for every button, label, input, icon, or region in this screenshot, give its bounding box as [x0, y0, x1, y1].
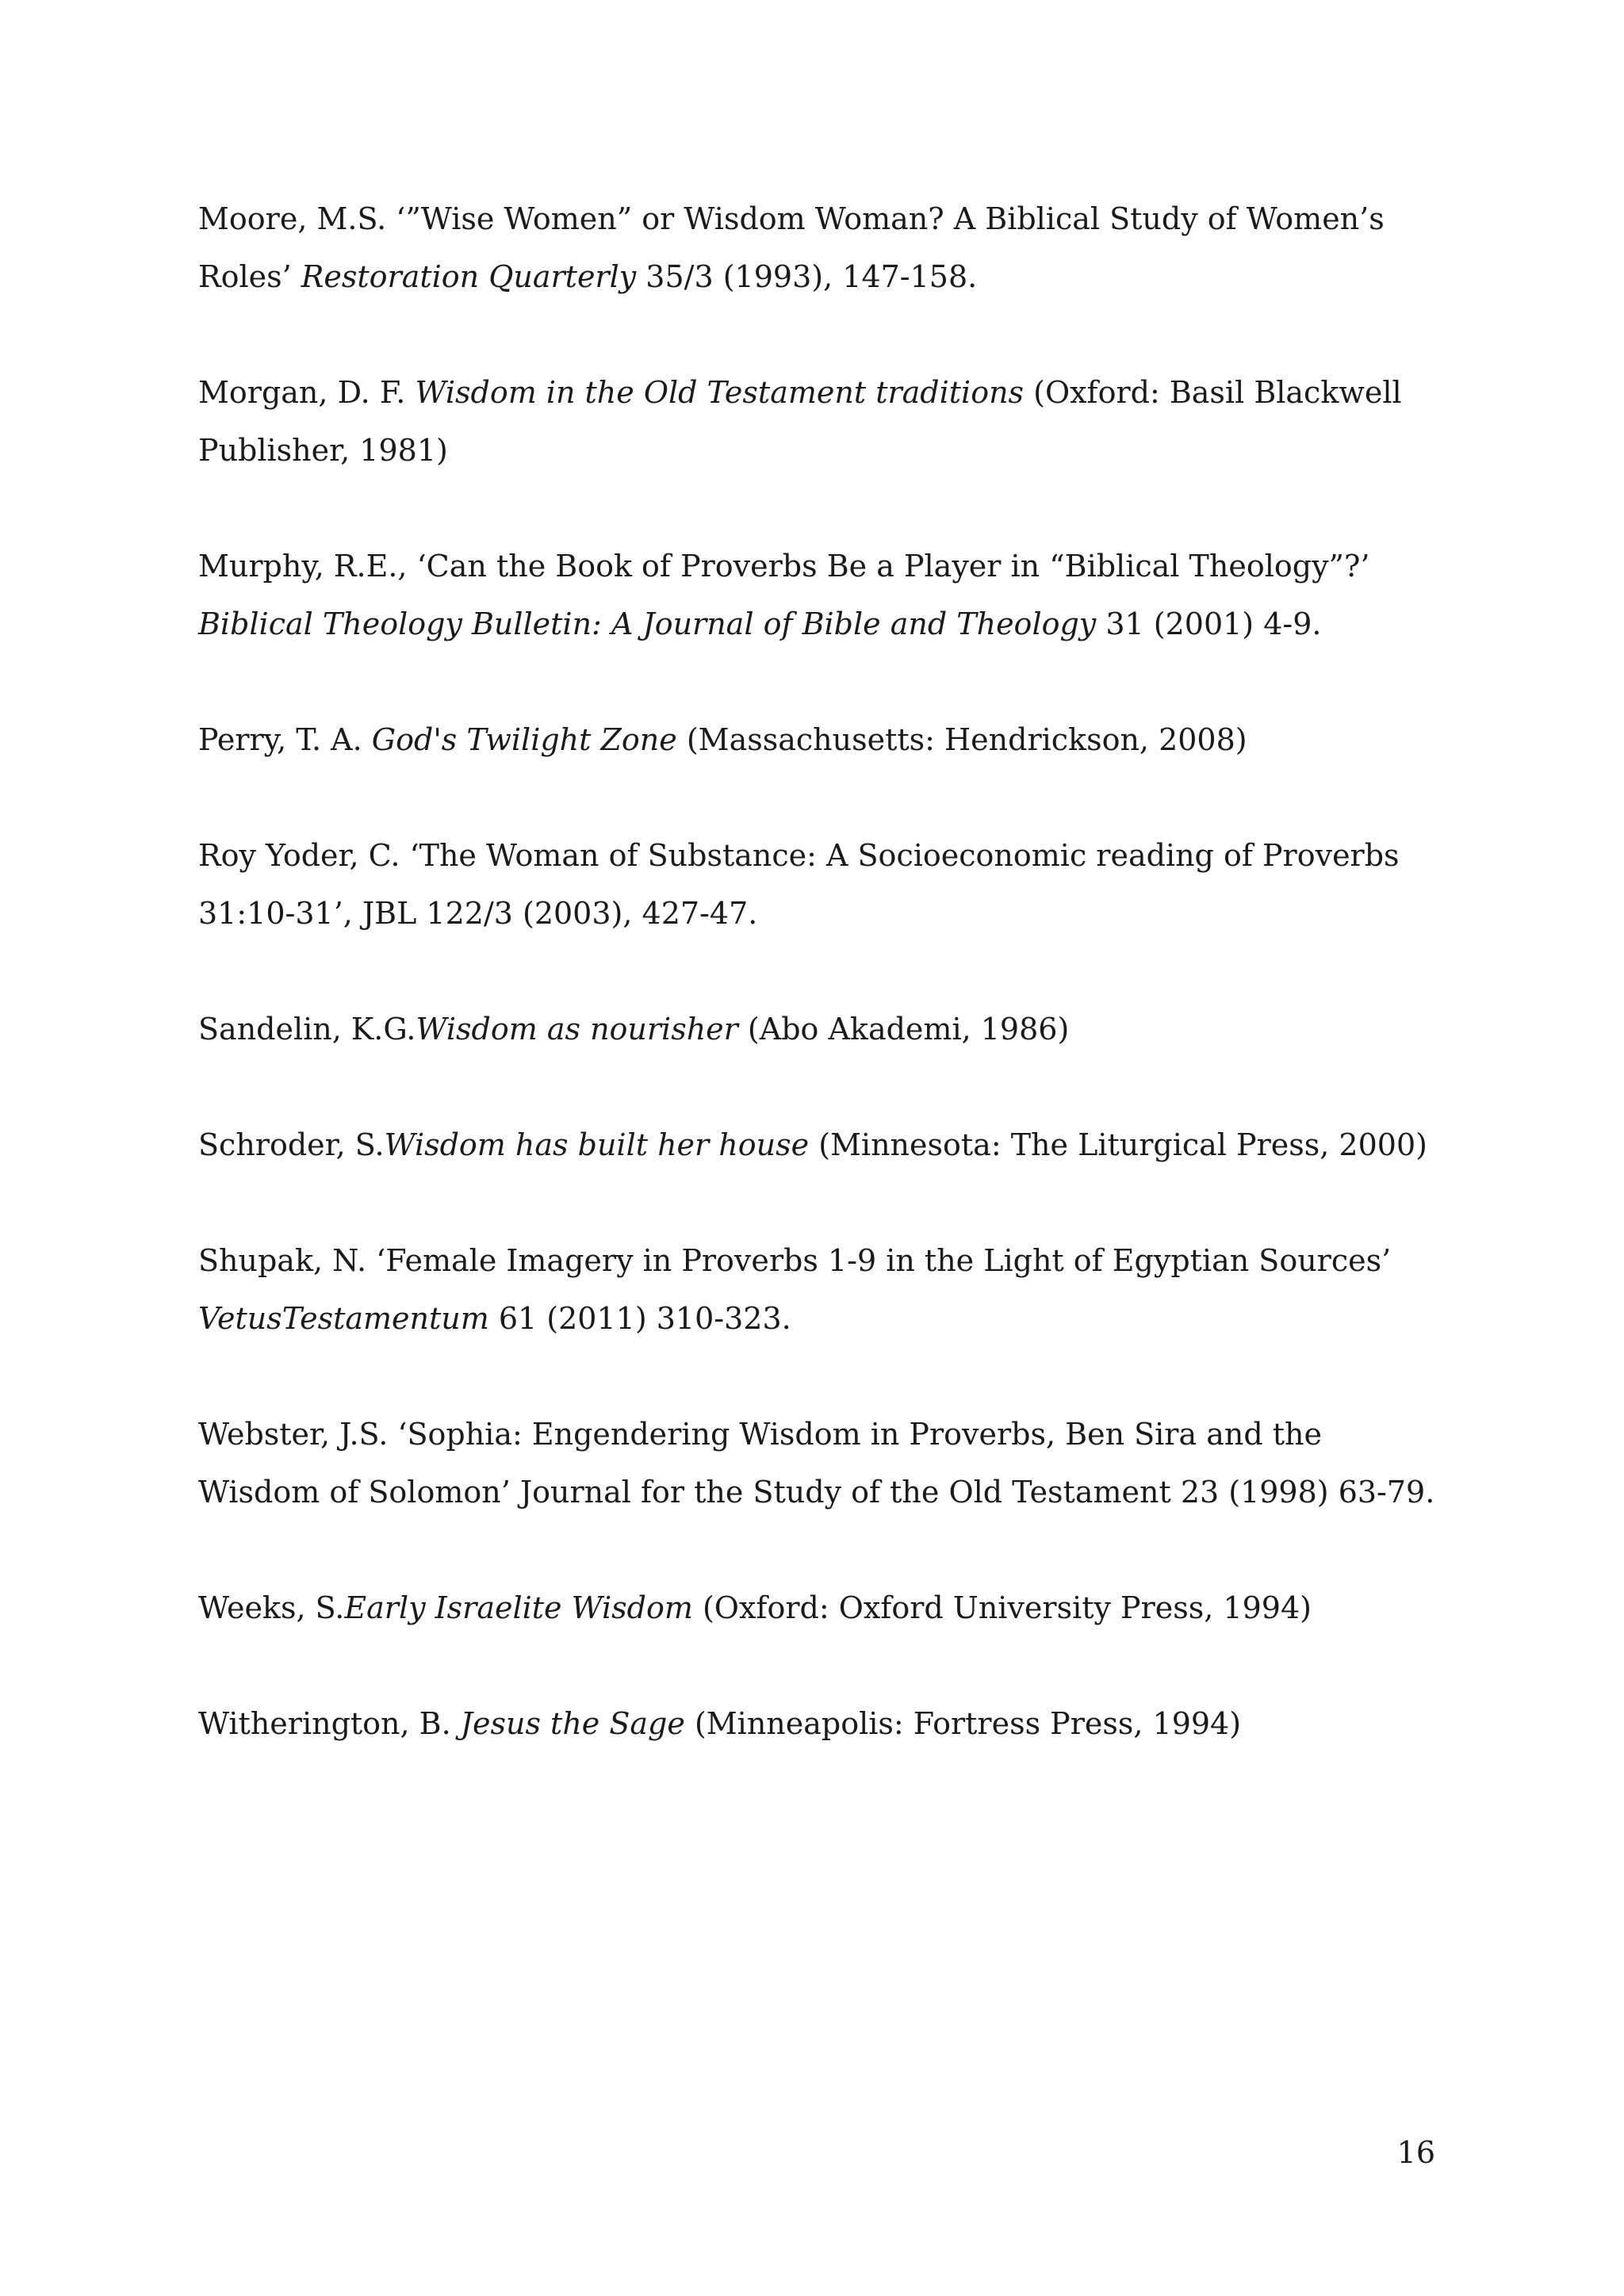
entry-text: (Massachusetts: Hendrickson, 2008) — [676, 722, 1247, 757]
entry-title-italic: Restoration Quarterly — [301, 259, 637, 294]
entry-text: Morgan, D. F. — [198, 375, 416, 410]
entry-title-italic: God's Twilight Zone — [371, 722, 677, 757]
entry-text: (Minnesota: The Liturgical Press, 2000) — [809, 1127, 1427, 1162]
entry-text: Shupak, N. ‘Female Imagery in Proverbs 1-9 in the Light of Egyptian Sources’ — [198, 1243, 1392, 1278]
bibliography-entry — [198, 1695, 1435, 1753]
entry-text: (Oxford: Basil Blackwell Publisher, 1981) — [198, 375, 1402, 468]
entry-title-italic: Wisdom in the Old Testament traditions — [415, 375, 1025, 410]
entry-text: Roy Yoder, C. ‘The Woman of Substance: A Socioeconomic reading of Proverbs 31:10-31’, JBL 122/3 (2003), 427-47. — [198, 838, 1400, 931]
bibliography-entry — [198, 1406, 1435, 1521]
entry-text: Webster, J.S. ‘Sophia: Engendering Wisdom in Proverbs, Ben Sira and the Wisdom of Solomon’ Journal for the Study of the Old Testament 23 (1998) 63-79. — [198, 1417, 1435, 1510]
entry-text: Weeks, S. — [198, 1590, 345, 1625]
entry-text: 61 (2011) 310-323. — [488, 1301, 791, 1336]
bibliography-entry — [198, 711, 1435, 769]
entry-title-italic: VetusTestamentum — [198, 1301, 489, 1336]
entry-title-italic: Early Israelite Wisdom — [344, 1590, 693, 1625]
bibliography-entry — [198, 1579, 1435, 1637]
entry-title-italic: Wisdom has built her house — [384, 1127, 810, 1162]
entry-text: Perry, T. A. — [198, 722, 372, 757]
entry-text: 31 (2001) 4-9. — [1096, 607, 1322, 641]
entry-text: Moore, M.S. ‘”Wise Women” or Wisdom Woman? A Biblical Study of Women’s Roles’ — [198, 201, 1385, 294]
entry-text: Schroder, S. — [198, 1127, 385, 1162]
bibliography-entry — [198, 1232, 1435, 1348]
bibliography-entry — [198, 190, 1435, 306]
entry-text: Murphy, R.E., ‘Can the Book of Proverbs Be a Player in “Biblical Theology”?’ — [198, 549, 1370, 584]
entry-text: (Oxford: Oxford University Press, 1994) — [692, 1590, 1312, 1625]
entry-text: Witherington, B. — [198, 1706, 461, 1741]
bibliography-entry — [198, 827, 1435, 943]
bibliography-list — [198, 190, 1435, 1753]
bibliography-entry — [198, 364, 1435, 480]
entry-title-italic: Biblical Theology Bulletin: A Journal of Bible and Theology — [198, 607, 1097, 641]
entry-text: (Minneapolis: Fortress Press, 1994) — [684, 1706, 1242, 1741]
entry-title-italic: Wisdom as nourisher — [416, 1012, 738, 1047]
bibliography-entry — [198, 1116, 1435, 1174]
page-number: 16 — [1396, 2135, 1435, 2170]
entry-title-italic: Jesus the Sage — [460, 1706, 685, 1741]
bibliography-entry — [198, 538, 1435, 653]
bibliography-entry — [198, 1001, 1435, 1058]
entry-text: 35/3 (1993), 147-158. — [636, 259, 978, 294]
entry-text: (Abo Akademi, 1986) — [737, 1012, 1070, 1047]
entry-text: Sandelin, K.G. — [198, 1012, 416, 1047]
